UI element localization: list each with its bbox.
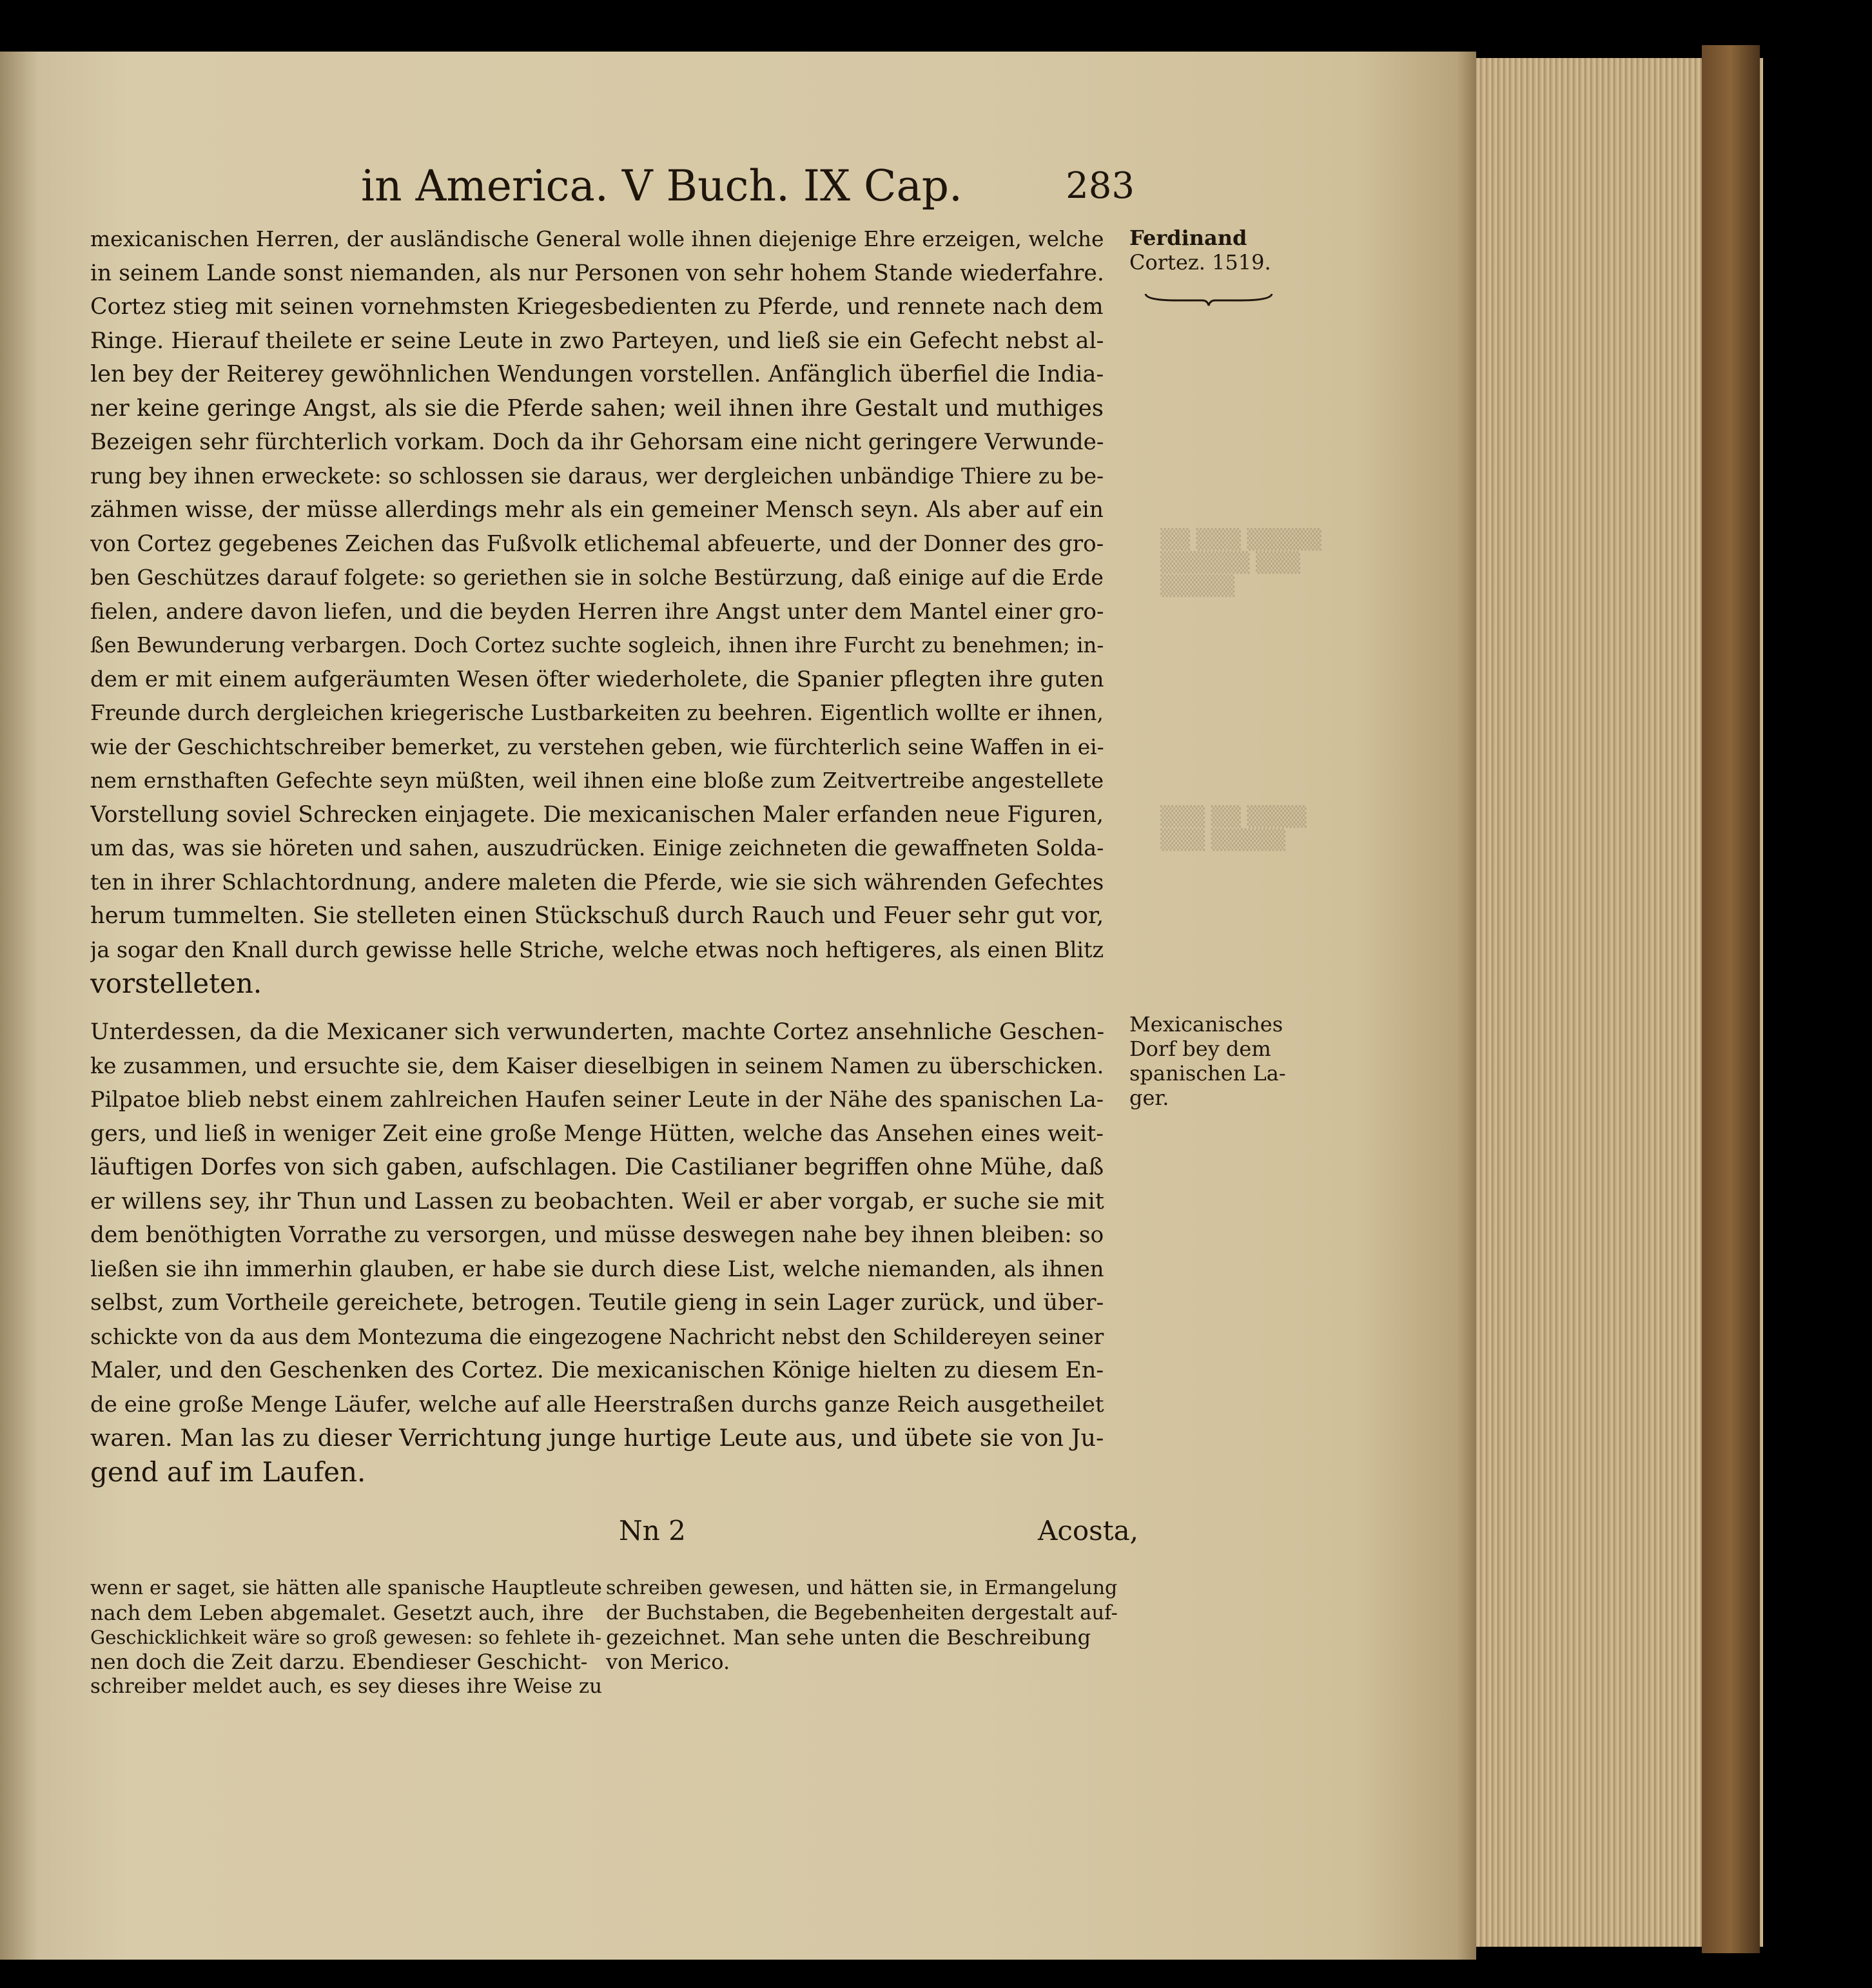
text-line: von Merico. bbox=[606, 1650, 730, 1674]
margin-line: Ferdinand bbox=[1129, 226, 1247, 250]
text-line: schreiber meldet auch, es sey dieses ihre Weise zu bbox=[90, 1675, 602, 1698]
text-line: fielen, andere davon liefen, und die beyden Herren ihre Angst unter dem Mantel einer gro- bbox=[90, 598, 1104, 625]
running-head-title: in America. V Buch. IX Cap. bbox=[361, 161, 963, 211]
text-line: len bey der Reiterey gewöhnlichen Wendungen vorstellen. Anfänglich überfiel die India- bbox=[90, 361, 1104, 387]
text-line: gezeichnet. Man sehe unten die Beschreibung bbox=[606, 1625, 1091, 1650]
margin-line: ger. bbox=[1129, 1086, 1169, 1110]
text-line: selbst, zum Vortheile gereichete, betrogen. Teutile gieng in sein Lager zurück, und über- bbox=[90, 1290, 1104, 1316]
text-line: Cortez stieg mit seinen vornehmsten Kriegesbedienten zu Pferde, und rennete nach dem bbox=[90, 294, 1104, 320]
text-line: schreiben gewesen, und hätten sie, in Ermangelung bbox=[606, 1577, 1118, 1599]
catchword: Acosta, bbox=[1038, 1515, 1138, 1546]
text-line: er willens sey, ihr Thun und Lassen zu beobachten. Weil er aber vorgab, er suche sie mit bbox=[90, 1188, 1104, 1214]
show-through-text: ▒▒ ▒▒▒ ▒▒▒▒▒ ▒▒▒▒▒▒ ▒▒▒ ▒▒▒▒▒ bbox=[1160, 529, 1321, 598]
text-line: zähmen wisse, der müsse allerdings mehr als ein gemeiner Mensch seyn. Als aber auf ein bbox=[90, 497, 1104, 523]
text-line: Unterdessen, da die Mexicaner sich verwunderten, machte Cortez ansehnliche Geschen- bbox=[90, 1019, 1105, 1045]
text-line: Ringe. Hierauf theilete er seine Leute in zwo Parteyen, und ließ sie ein Gefecht nebst al- bbox=[90, 327, 1104, 354]
running-head bbox=[361, 161, 1135, 213]
text-line: gend auf im Laufen. bbox=[90, 1456, 366, 1488]
text-line: Geschicklichkeit wäre so groß gewesen: so fehlete ih- bbox=[90, 1626, 602, 1648]
text-line: mexicanischen Herren, der ausländische General wolle ihnen diejenige Ehre erzeigen, welche bbox=[90, 226, 1104, 251]
text-line: herum tummelten. Sie stelleten einen Stückschuß durch Rauch und Feuer sehr gut vor, bbox=[90, 902, 1104, 929]
text-line: ten in ihrer Schlachtordnung, andere maleten die Pferde, wie sie sich währenden Gefechtes bbox=[90, 869, 1104, 895]
brace-ornament bbox=[1144, 291, 1273, 307]
footnote-column-left bbox=[90, 1576, 612, 1699]
text-line: ke zusammen, und ersuchte sie, dem Kaiser dieselbigen in seinem Namen zu überschicken. bbox=[90, 1053, 1104, 1078]
marginal-note-village bbox=[1129, 1012, 1300, 1110]
margin-line: Mexicanisches bbox=[1129, 1012, 1283, 1037]
text-line: um das, was sie höreten und sahen, auszudrücken. Einige zeichneten die gewaffneten Solda- bbox=[90, 835, 1104, 861]
text-line: ja sogar den Knall durch gewisse helle Striche, welche etwas noch heftigeres, als einen Blitz bbox=[90, 937, 1104, 962]
marginal-note-top bbox=[1129, 226, 1300, 275]
text-line: rung bey ihnen erweckete: so schlossen sie daraus, wer dergleichen unbändige Thiere zu be- bbox=[90, 463, 1104, 489]
margin-line: Dorf bey dem bbox=[1129, 1037, 1271, 1061]
text-line: dem benöthigten Vorrathe zu versorgen, und müsse deswegen nahe bey ihnen bleiben: so bbox=[90, 1222, 1104, 1248]
margin-line: Cortez. 1519. bbox=[1129, 250, 1271, 275]
text-line: läuftigen Dorfes von sich gaben, aufschlagen. Die Castilianer begriffen ohne Mühe, daß bbox=[90, 1154, 1104, 1180]
text-line: Vorstellung soviel Schrecken einjagete. Die mexicanischen Maler erfanden neue Figuren, bbox=[90, 801, 1104, 828]
text-line: de eine große Menge Läufer, welche auf alle Heerstraßen durchs ganze Reich ausgetheilet bbox=[90, 1391, 1104, 1418]
text-line: Maler, und den Geschenken des Cortez. Die mexicanischen Könige hielten zu diesem En- bbox=[90, 1358, 1104, 1383]
text-line: gers, und ließ in weniger Zeit eine große Menge Hütten, welche das Ansehen eines weit- bbox=[90, 1120, 1104, 1147]
text-line: ließen sie ihn immerhin glauben, er habe sie durch diese List, welche niemanden, als ihnen bbox=[90, 1256, 1104, 1281]
text-line: nach dem Leben abgemalet. Gesetzt auch, ihre bbox=[90, 1601, 584, 1625]
text-line: wie der Geschichtschreiber bemerket, zu verstehen geben, wie fürchterlich seine Waffen in ei- bbox=[90, 734, 1104, 759]
text-line: vorstelleten. bbox=[90, 968, 262, 999]
text-line: der Buchstaben, die Begebenheiten dergestalt auf- bbox=[606, 1601, 1118, 1624]
text-line: dem er mit einem aufgeräumten Wesen öfter wiederholete, die Spanier pflegten ihre guten bbox=[90, 666, 1104, 692]
text-line: ßen Bewunderung verbargen. Doch Cortez suchte sogleich, ihnen ihre Furcht zu benehmen; in- bbox=[90, 633, 1104, 658]
text-line: schickte von da aus dem Montezuma die eingezogene Nachricht nebst den Schildereyen seiner bbox=[90, 1324, 1104, 1349]
show-through-text: ▒▒▒ ▒▒ ▒▒▒▒ ▒▒▒ ▒▒▒▒▒ bbox=[1160, 806, 1307, 852]
text-line: in seinem Lande sonst niemanden, als nur Personen von sehr hohem Stande wiederfahre. bbox=[90, 260, 1104, 286]
text-line: wenn er saget, sie hätten alle spanische Hauptleute bbox=[90, 1577, 602, 1599]
text-line: Pilpatoe blieb nebst einem zahlreichen Haufen seiner Leute in der Nähe des spanischen La- bbox=[90, 1087, 1104, 1112]
text-line: ner keine geringe Angst, als sie die Pferde sahen; weil ihnen ihre Gestalt und muthiges bbox=[90, 395, 1104, 422]
margin-line: spanischen La- bbox=[1129, 1061, 1286, 1086]
book-cover-edge bbox=[1702, 45, 1760, 1953]
page-number: 283 bbox=[1066, 165, 1135, 207]
text-line: Freunde durch dergleichen kriegerische Lustbarkeiten zu beehren. Eigentlich wollte er ihnen, bbox=[90, 701, 1104, 725]
text-line: waren. Man las zu dieser Verrichtung junge hurtige Leute aus, und übete sie von Ju- bbox=[90, 1424, 1104, 1452]
paragraph-1 bbox=[90, 222, 1125, 1001]
text-line: ben Geschützes darauf folgete: so geriethen sie in solche Bestürzung, daß einige auf die Erde bbox=[90, 565, 1104, 590]
signature-mark: Nn 2 bbox=[619, 1515, 686, 1546]
text-line: nen doch die Zeit darzu. Ebendieser Geschicht- bbox=[90, 1650, 588, 1674]
paragraph-2 bbox=[90, 1015, 1125, 1489]
text-line: nem ernsthaften Gefechte seyn müßten, weil ihnen eine bloße zum Zeitvertreibe angestellete bbox=[90, 768, 1104, 793]
footnote-column-right bbox=[606, 1576, 1128, 1674]
text-line: Bezeigen sehr fürchterlich vorkam. Doch da ihr Gehorsam eine nicht geringere Verwunde- bbox=[90, 429, 1104, 455]
text-line: von Cortez gegebenes Zeichen das Fußvolk etlichemal abfeuerte, und der Donner des gro- bbox=[90, 531, 1104, 557]
